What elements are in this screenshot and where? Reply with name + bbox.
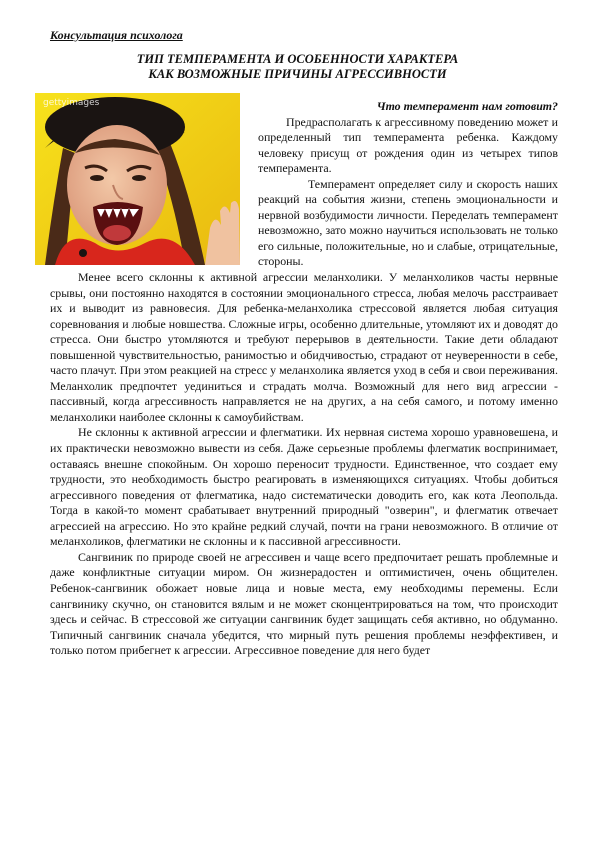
photo-watermark: gettyimages [43,98,100,108]
paragraph: Предрасполагать к агрессивному поведению может и определенный тип темперамента ребенка. Каждому человеку присущ от рождения один из четырех типов темперамента. [258,114,558,176]
title-line-2: КАК ВОЗМОЖНЫЕ ПРИЧИНЫ АГРЕССИВНОСТИ [148,67,447,81]
paragraph: Сангвиник по природе своей не агрессивен и чаще всего предпочитает решать проблемные и даже конфликтные ситуации миром. Он жизнерадостен и оптимистичен, очень общителен. Ребенок-сангвиник обожает новые лица и новые места, ему необходимы перемены. Если сангвинику скучно, он становится вялым и не может сконцентрироваться на том, что происходит здесь и сейчас. В стрессовой же ситуации сангвиник будет защищать себя активно, но обдуманно. Типичный сангвиник сначала убедится, что мирный путь решения проблемы неэффективен, и только потом прибегнет к агрессии. Агрессивное поведение для него будет [50,549,558,658]
paragraph: Менее всего склонны к активной агрессии меланхолики. У меланхоликов часты нервные срывы, они постоянно находятся в состоянии эмоционального стресса, любая мелочь расстраивает их и выводит из равновесия. Для ребенка-меланхолика стрессовой является любая ситуация соревнования и любые новшества. Сложные игры, особенно длительные, утомляют их и доводят до стресса. Они быстро утомляются и требуют перерывов в деятельности. Такие дети обладают повышенной чувствительностью, ранимостью и обидчивостью, страдают от неуверенности в себе, часто плачут. При этом реакцией на стресс у меланхолика является уход в себя и свои переживания. Меланхолик предпочтет уединиться и страдать молча. Возможный для него вид агрессии - пассивный, когда агрессивность направляется не на других, а на себя самого, и потому именно меланхолики наиболее склонны к самоубийствам. [50,270,558,424]
article-title [40,52,555,82]
paragraph: Темперамент определяет силу и скорость наших реакций на события жизни, степень эмоциональности и нервной возбудимости личности. Переделать темперамент невозможно, зато можно научиться использовать не только его сильные, положительные, но и слабые, отрицательные, стороны. [258,176,558,269]
section-header: Консультация психолога [50,28,183,42]
paragraph: Не склонны к активной агрессии и флегматики. Их нервная система хорошо уравновешена, и их практически невозможно вывести из себя. Даже серьезные проблемы флегматик воспринимает, оставаясь внешне спокойным. Он хорошо переносит трудности. Единственное, что создает ему трудности, это необходимость быстро реагировать в изменяющихся ситуациях. Чтобы добиться агрессивного поведения от флегматика, надо систематически доводить его, как кота Леопольда. Тогда в какой-то момент срабатывает внутренний природный "озверин", и флегматик отвечает агрессией на агрессию. Но это крайне редкий случай, почти на грани невозможного. В отличие от меланхоликов, флегматики не склонны и к пассивной агрессивности. [50,425,558,549]
title-line-1: ТИП ТЕМПЕРАМЕНТА И ОСОБЕННОСТИ ХАРАКТЕРА [136,52,459,66]
photo-spacer [50,99,258,268]
article-body [50,99,558,659]
subheading: Что темперамент нам готовит? [376,99,558,113]
